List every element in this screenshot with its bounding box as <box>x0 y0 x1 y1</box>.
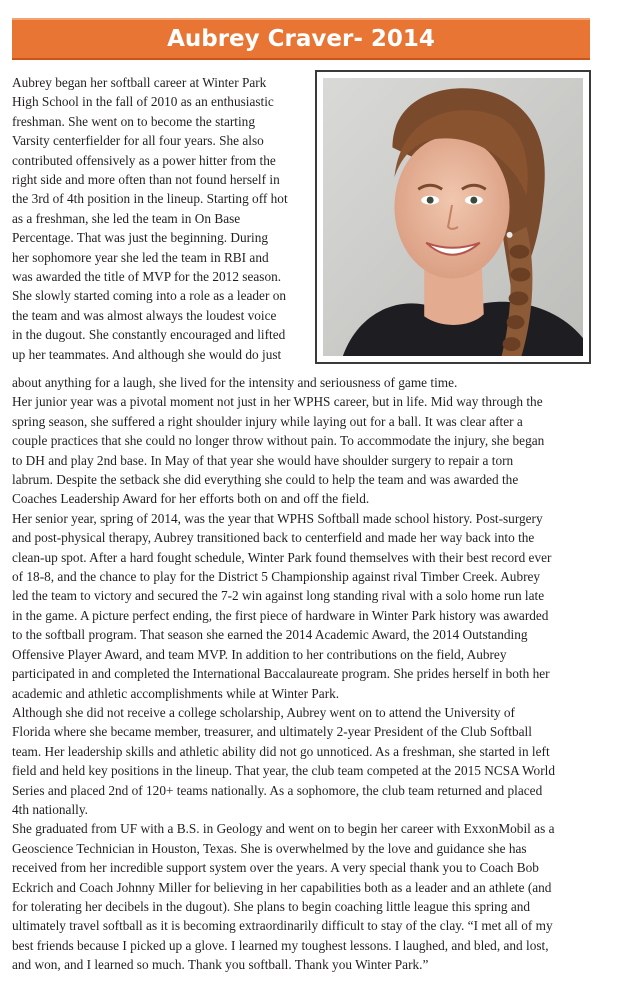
portrait-photo-frame <box>315 70 591 364</box>
text-line: as a freshman, she led the team in On Base <box>12 210 241 226</box>
text-line: in the dugout. She constantly encouraged and lifted <box>12 327 286 343</box>
text-line: field and held key positions in the lineup. That year, the club team competed at the 2015 NCSA World <box>12 763 555 779</box>
text-line: to DH and play 2nd base. In May of that year she would have shoulder surgery to repair a torn <box>12 452 514 468</box>
text-line: about anything for a laugh, she lived for the intensity and seriousness of game time. <box>12 375 458 390</box>
text-line: Her junior year was a pivotal moment not just in her WPHS career, but in life. Mid way through the <box>12 394 543 410</box>
text-line: clean-up spot. After a hard fought schedule, Winter Park found themselves with their best record ever <box>12 549 552 565</box>
text-line: High School in the fall of 2010 as an enthusiastic <box>12 94 274 110</box>
text-line: Offensive Player Award, and team MVP. In addition to her contributions on the field, Aubrey <box>12 646 507 662</box>
text-line: Series and placed 2nd of 120+ teams nationally. As a sophomore, the club team returned and placed <box>12 782 543 798</box>
text-line: and won, and I learned so much. Thank you softball. Thank you Winter Park.” <box>12 957 429 973</box>
text-line: 4th nationally. <box>12 801 88 817</box>
body-text <box>12 373 592 975</box>
text-line: and post-physical therapy, Aubrey transitioned back to centerfield and made her way back into the <box>12 530 535 546</box>
text-line: She slowly started coming into a role as a leader on <box>12 288 286 304</box>
text-line: for tolerating her decibels in the dugout). She plans to begin coaching little league this spring and <box>12 898 531 914</box>
text-line: of 18-8, and the chance to play for the District 5 Championship against rival Timber Creek. Aubrey <box>12 569 541 585</box>
text-line: Her senior year, spring of 2014, was the year that WPHS Softball made school history. Post-surgery <box>12 510 543 526</box>
text-line: labrum. Despite the setback she did everything she could to help the team and was awarded the <box>12 472 519 488</box>
text-line: Aubrey began her softball career at Winter Park <box>12 75 267 90</box>
text-line: Florida where she became member, treasurer, and ultimately 2-year President of the Club Softball <box>12 724 532 740</box>
text-line: participated in and completed the International Baccalaureate program. She prides herself in both her <box>12 666 550 682</box>
text-line: spring season, she suffered a right shoulder injury while laying out for a ball. It was clear after a <box>12 413 523 429</box>
intro-paragraph-wrapped <box>12 73 310 364</box>
text-line: the 3rd of 4th position in the lineup. Starting off hot <box>12 191 288 207</box>
page-title: Aubrey Craver- 2014 <box>167 26 435 52</box>
text-line: to the softball program. That season she earned the 2014 Academic Award, the 2014 Outstanding <box>12 627 528 643</box>
title-banner <box>12 18 590 60</box>
text-line: Geoscience Technician in Houston, Texas. She is overwhelmed by the love and guidance she has <box>12 840 527 856</box>
text-line: received from her incredible support system over the years. A very special thank you to Coach Bob <box>12 860 539 876</box>
text-line: academic and athletic accomplishments while at Winter Park. <box>12 685 340 701</box>
portrait-photo-icon <box>323 78 583 356</box>
text-line: couple practices that she could no longer throw without pain. To accommodate the injury, she began <box>12 433 545 449</box>
text-line: Coaches Leadership Award for her efforts both on and off the field. <box>12 491 370 507</box>
text-line: right side and more often than not found herself in <box>12 172 280 188</box>
text-line: the team and was almost always the loudest voice <box>12 307 277 323</box>
text-line: contributed offensively as a power hitter from the <box>12 152 276 168</box>
text-line: Percentage. That was just the beginning. During <box>12 230 269 246</box>
text-line: ultimately travel softball as it is becoming extraordinarily difficult to stay of the clay. “I met all of my <box>12 918 553 934</box>
text-line: up her teammates. And although she would do just <box>12 346 282 362</box>
text-line: led the team to victory and secured the 7-2 win against long standing rival with a solo home run late <box>12 588 545 604</box>
text-line: freshman. She went on to become the starting <box>12 113 255 129</box>
text-line: She graduated from UF with a B.S. in Geology and went on to begin her career with ExxonMobil as a <box>12 821 555 837</box>
text-line: her sophomore year she led the team in RBI and <box>12 249 269 265</box>
text-line: Eckrich and Coach Johnny Miller for believing in her capabilities both as a leader and an athlete (and <box>12 879 552 895</box>
text-line: was awarded the title of MVP for the 2012 season. <box>12 269 282 285</box>
text-line: team. Her leadership skills and athletic ability did not go unnoticed. As a freshman, she started in left <box>12 743 550 759</box>
text-line: in the game. A picture perfect ending, the first piece of hardware in Winter Park history was awarded <box>12 607 549 623</box>
text-line: Although she did not receive a college scholarship, Aubrey went on to attend the University of <box>12 704 515 720</box>
text-line: Varsity centerfielder for all four years. She also <box>12 133 264 149</box>
text-line: best friends because I picked up a glove. I learned my toughest lessons. I laughed, and bled, and lost, <box>12 937 549 953</box>
